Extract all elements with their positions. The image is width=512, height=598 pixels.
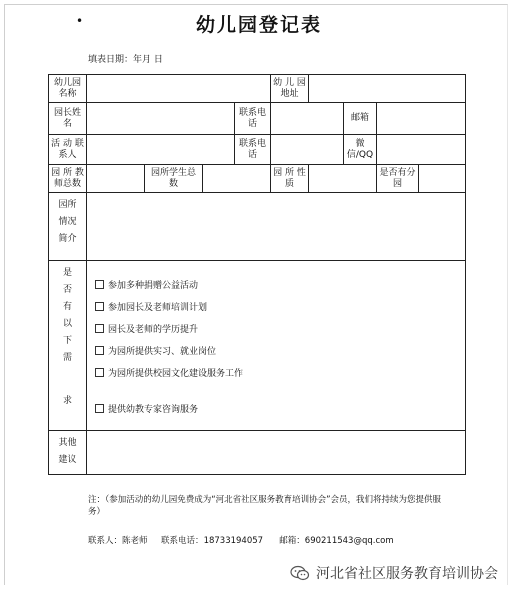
fill-date-line <box>88 52 163 65</box>
email-field[interactable] <box>377 103 466 135</box>
needs-label-char: 以 <box>62 319 72 329</box>
nature-field[interactable] <box>309 165 377 193</box>
needs-option-label: 参加园长及老师培训计划 <box>108 303 208 313</box>
student-count-label: 园所学生总数 <box>145 165 203 193</box>
checkbox[interactable] <box>95 404 104 413</box>
checkbox[interactable] <box>95 280 104 289</box>
checkbox[interactable] <box>95 346 104 355</box>
intro-label-line: 园所 <box>58 200 77 210</box>
intro-label-line: 简介 <box>58 234 77 244</box>
table-row <box>49 135 466 165</box>
nature-label: 园 所 性质 <box>271 165 309 193</box>
needs-option[interactable] <box>89 399 463 421</box>
watermark <box>290 563 498 583</box>
kindergarten-name-label: 幼儿园名称 <box>49 75 87 103</box>
table-row <box>49 75 466 103</box>
needs-label <box>49 261 87 431</box>
bullet-dot: • <box>76 14 84 28</box>
contact-line <box>88 534 394 546</box>
activity-contact-label: 活 动 联系人 <box>49 135 87 165</box>
director-name-field[interactable] <box>87 103 235 135</box>
form-title: 幼儿园登记表 <box>196 14 323 36</box>
table-row <box>49 261 466 431</box>
registration-form-table <box>48 74 466 475</box>
needs-option[interactable] <box>89 297 463 319</box>
wechat-icon <box>290 565 310 581</box>
other-suggestion-field[interactable] <box>87 431 466 475</box>
contact-person: 陈老师 <box>122 536 148 546</box>
fill-date-text: 填表日期：年月 日 <box>88 55 163 65</box>
needs-option[interactable] <box>89 275 463 297</box>
needs-label-char: 需 <box>62 353 72 363</box>
membership-note: 注：（参加活动的幼儿园免费成为“河北省社区服务教育培训协会”会员，我们将持续为您提供服务） <box>88 495 442 517</box>
needs-option[interactable] <box>89 319 463 341</box>
has-branch-field[interactable] <box>419 165 466 193</box>
teacher-count-field[interactable] <box>87 165 145 193</box>
table-row <box>49 431 466 475</box>
needs-label-char: 有 <box>62 302 72 312</box>
other-label <box>49 431 87 475</box>
kindergarten-name-field[interactable] <box>87 75 271 103</box>
director-phone-label: 联系电话 <box>235 103 271 135</box>
teacher-count-label: 园 所 教师总数 <box>49 165 87 193</box>
needs-option[interactable] <box>89 363 463 385</box>
director-name-label: 园长姓名 <box>49 103 87 135</box>
contact-email: 690211543@qq.com <box>304 536 394 546</box>
needs-option-label: 为园所提供实习、就业岗位 <box>108 347 217 357</box>
needs-option-label: 园长及老师的学历提升 <box>108 325 199 335</box>
checkbox[interactable] <box>95 302 104 311</box>
needs-label-char: 求 <box>62 396 72 406</box>
other-label-line: 其他 <box>58 438 77 448</box>
needs-option-label: 为园所提供校园文化建设服务工作 <box>108 369 244 379</box>
director-phone-field[interactable] <box>271 103 344 135</box>
kindergarten-address-label: 幼 儿 园地址 <box>271 75 309 103</box>
intro-label-line: 情况 <box>58 217 77 227</box>
contact-person-label: 联系人： <box>88 536 123 546</box>
contact-phone: 18733194057 <box>203 536 264 546</box>
needs-options <box>87 261 466 431</box>
needs-label-char: 否 <box>62 285 72 295</box>
table-row <box>49 193 466 261</box>
intro-field[interactable] <box>87 193 466 261</box>
contact-phone-label: 联系电话： <box>161 536 204 546</box>
kindergarten-address-field[interactable] <box>309 75 466 103</box>
student-count-field[interactable] <box>203 165 271 193</box>
contact-phone-field[interactable] <box>271 135 344 165</box>
needs-label-char: 下 <box>62 336 72 346</box>
contact-phone-label: 联系电话 <box>235 135 271 165</box>
table-row <box>49 165 466 193</box>
checkbox[interactable] <box>95 368 104 377</box>
watermark-text: 河北省社区服务教育培训协会 <box>316 566 498 582</box>
wechat-qq-label: 微信/QQ <box>344 135 377 165</box>
intro-label <box>49 193 87 261</box>
has-branch-label: 是否有分园 <box>377 165 419 193</box>
needs-option-label: 提供幼教专家咨询服务 <box>108 405 199 415</box>
contact-email-label: 邮箱： <box>279 536 305 546</box>
needs-label-char: 是 <box>62 268 72 278</box>
email-label: 邮箱 <box>344 103 377 135</box>
needs-option-label: 参加多种捐赠公益活动 <box>108 281 199 291</box>
needs-option[interactable] <box>89 341 463 363</box>
checkbox[interactable] <box>95 324 104 333</box>
other-label-line: 建议 <box>58 455 77 465</box>
activity-contact-field[interactable] <box>87 135 235 165</box>
wechat-qq-field[interactable] <box>377 135 466 165</box>
table-row <box>49 103 466 135</box>
